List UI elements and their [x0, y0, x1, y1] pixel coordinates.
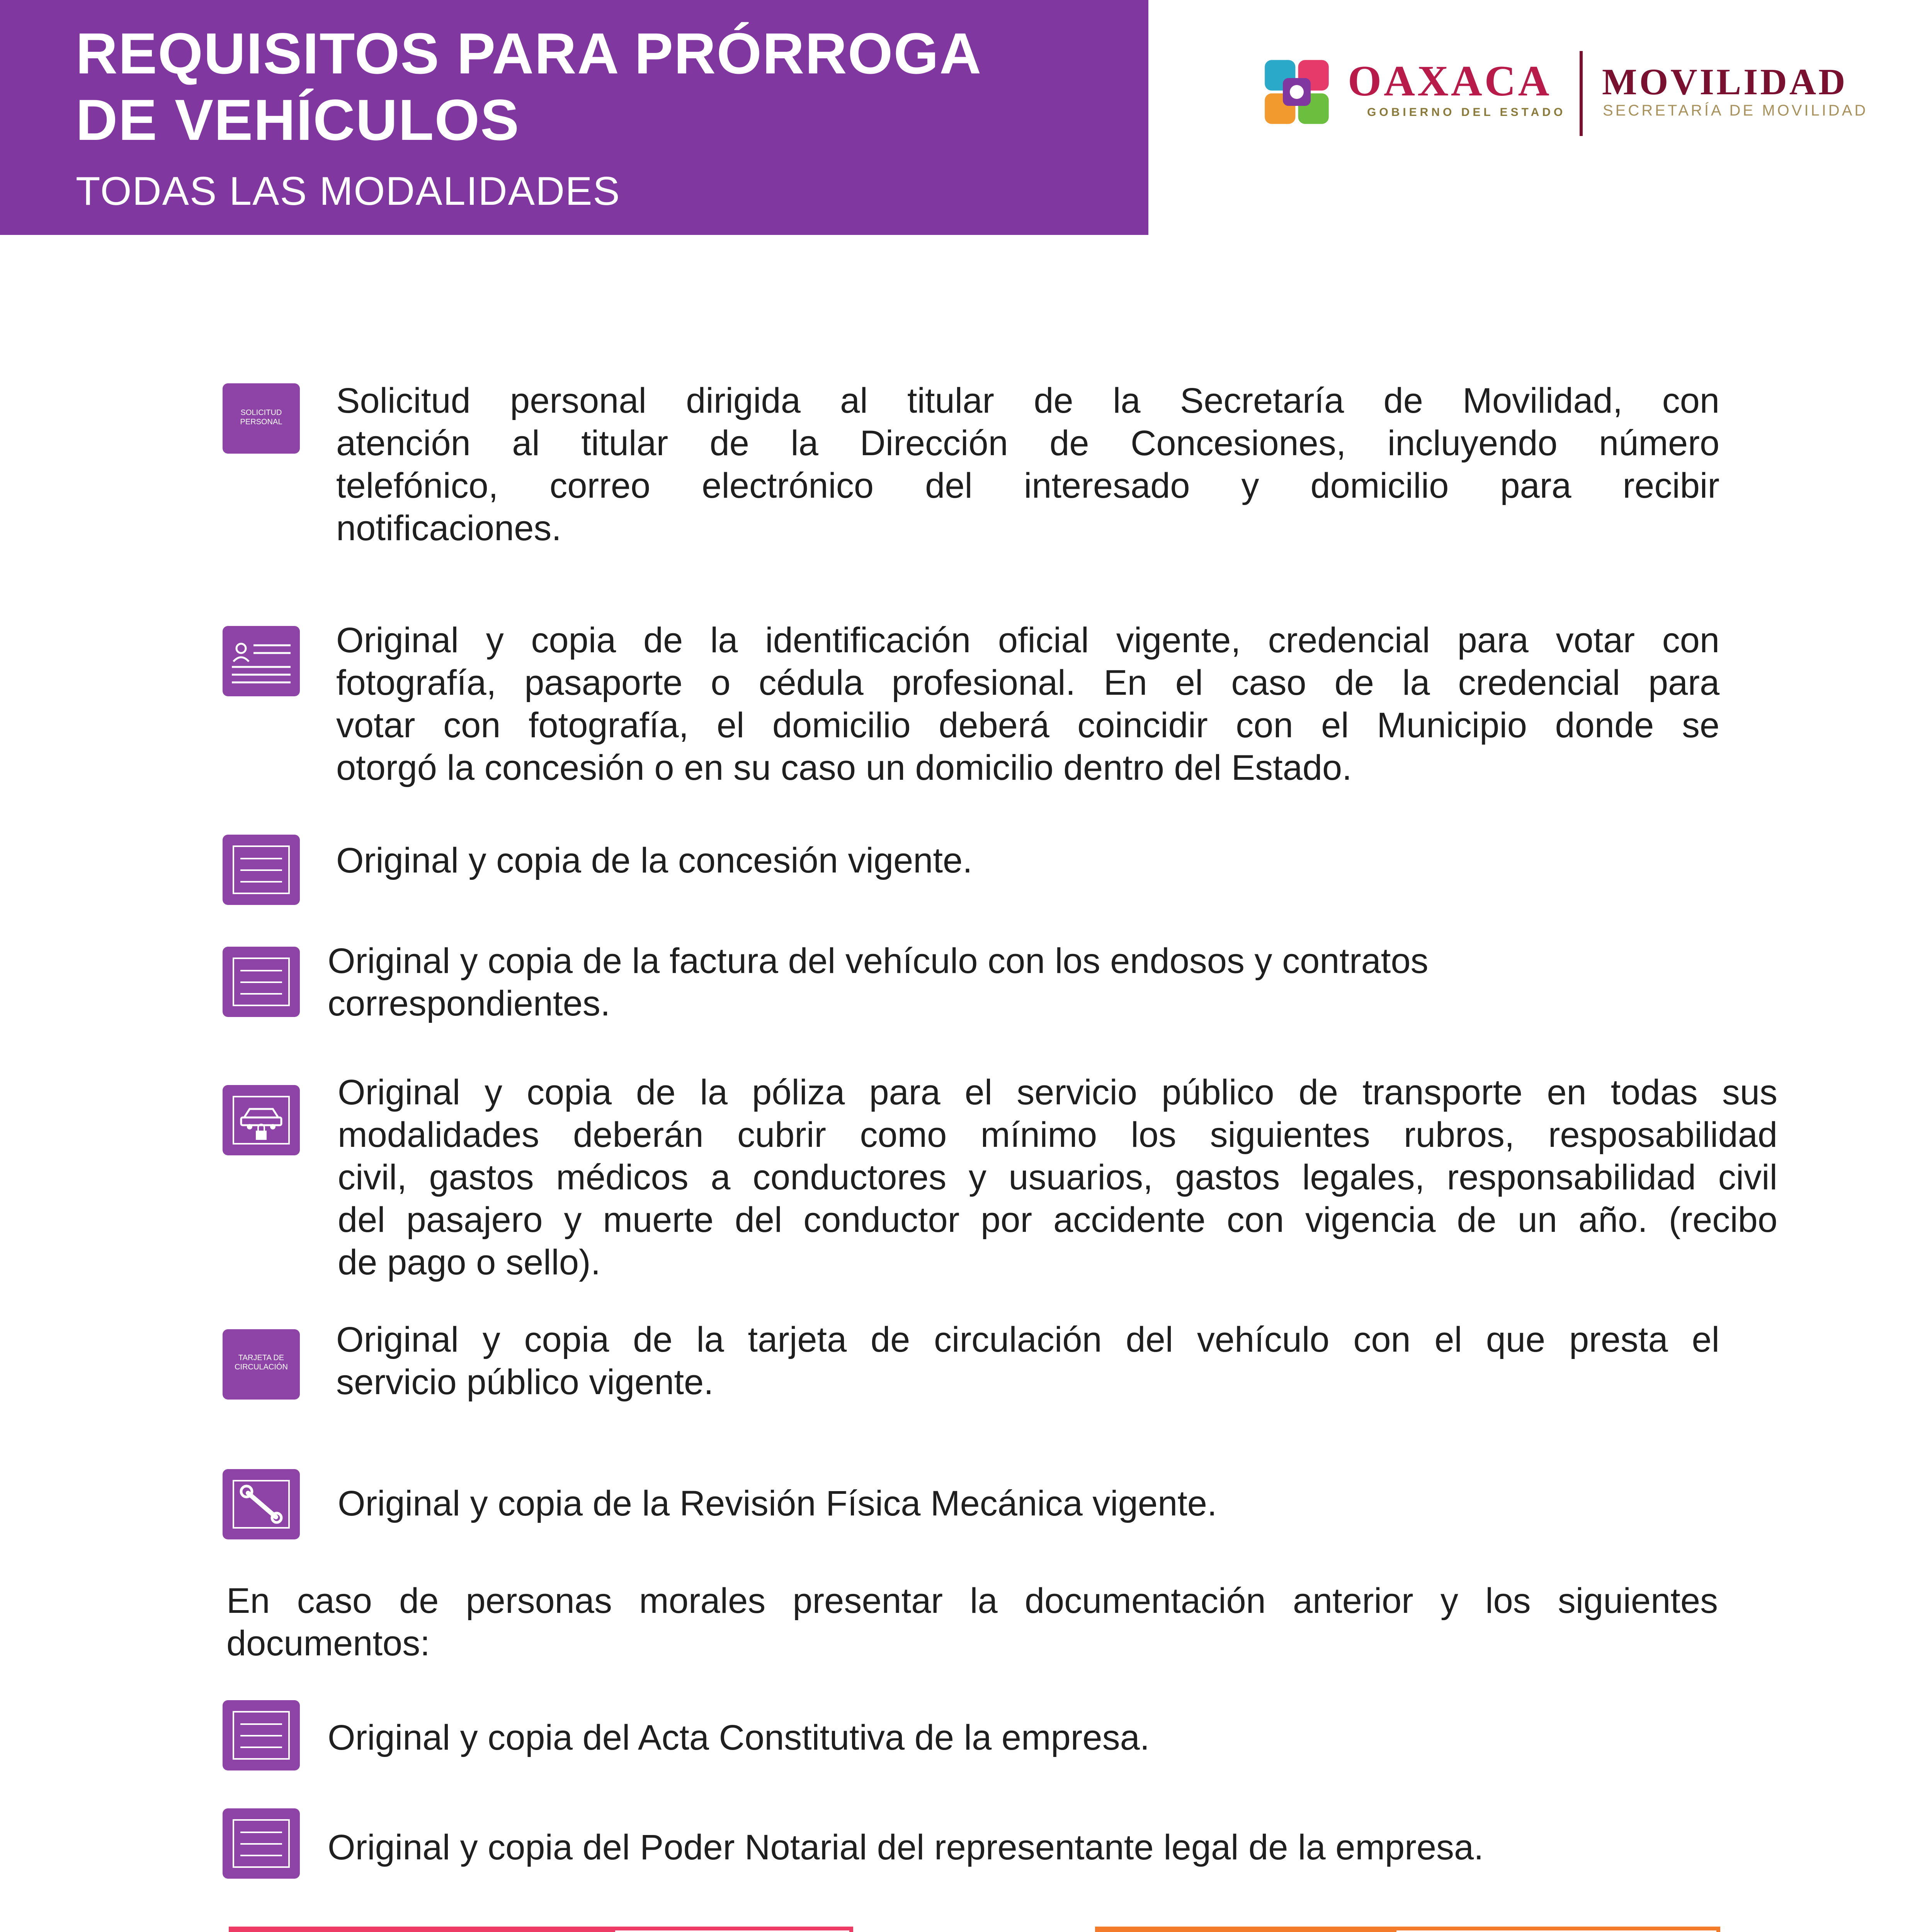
solicitud-personal-icon: [223, 383, 300, 454]
fee-box-taxi: [229, 1927, 853, 1932]
oaxaca-subtitle: GOBIERNO DEL ESTADO: [1367, 106, 1566, 119]
fee-label-taxi: [233, 1930, 615, 1932]
document-icon: [223, 947, 300, 1017]
wrench-icon: [223, 1469, 300, 1539]
document-icon: [223, 1700, 300, 1770]
page-title-line-1: REQUISITOS PARA PRÓRROGA: [76, 21, 982, 86]
icon-label: SOLICITUD: [240, 408, 282, 417]
fee-label-mototaxi: [1099, 1930, 1396, 1932]
fee-value-taxi: [615, 1930, 849, 1932]
page-title-line-2: DE VEHÍCULOS: [76, 87, 520, 152]
oaxaca-movilidad-logo: [1262, 51, 1903, 140]
page-subtitle: TODAS LAS MODALIDADES: [76, 169, 621, 214]
oaxaca-wordmark: OAXACA: [1348, 57, 1552, 105]
requirement-tarjeta-circulacion: Original y copia de la tarjeta de circulación del vehículo con el que presta el servicio público vigente.: [336, 1320, 1719, 1402]
requirement-poder-notarial: Original y copia del Poder Notarial del representante legal de la empresa.: [328, 1828, 1484, 1867]
icon-label: TARJETA DE: [238, 1354, 284, 1362]
requirement-concesion: Original y copia de la concesión vigente.: [336, 841, 973, 880]
movilidad-subtitle: SECRETARÍA DE MOVILIDAD: [1603, 102, 1868, 119]
requirement-identificacion: Original y copia de la identificación oficial vigente, credencial para votar con fotografía, pasaporte o cédula profesional. En el caso de la credencial para votar con fotografía, el domicilio deberá coincidir con el Municipio donde se otorgó la concesión o en su caso un domicilio dentro del Estado.: [336, 621, 1719, 787]
logo-divider: [1580, 51, 1583, 136]
requirement-solicitud: Solicitud personal dirigida al titular de la Secretaría de Movilidad, con atención al titular de la Dirección de Concesiones, incluyendo número telefónico, correo electrónico del interesado y domicilio para recibir notificaciones.: [336, 381, 1719, 548]
personas-morales-note: En caso de personas morales presentar la documentación anterior y los siguientes documentos:: [226, 1581, 1718, 1663]
oaxaca-emblem-icon: [1262, 57, 1332, 127]
icon-label: CIRCULACIÓN: [235, 1363, 288, 1371]
car-lock-icon: [223, 1085, 300, 1155]
requirement-poliza: Original y copia de la póliza para el servicio público de transporte en todas sus modalidades deberán cubrir como mínimo los siguientes rubros, resposabilidad civil, gastos médicos a conductores y usuarios, gastos legales, responsabilidad civil del pasajero y muerte del conductor por accidente con vigencia de un año. (recibo de pago o sello).: [338, 1073, 1777, 1282]
document-icon: [223, 835, 300, 905]
tarjeta-circulacion-icon: [223, 1329, 300, 1400]
icon-label: PERSONAL: [240, 418, 282, 426]
id-card-icon: [223, 626, 300, 696]
page-header: [0, 0, 1148, 235]
document-icon: [223, 1808, 300, 1879]
requirement-revision-mecanica: Original y copia de la Revisión Física Mecánica vigente.: [338, 1484, 1217, 1523]
fee-box-mototaxi: [1095, 1927, 1720, 1932]
requirement-acta-constitutiva: Original y copia del Acta Constitutiva de la empresa.: [328, 1718, 1150, 1757]
fee-value-mototaxi: [1396, 1930, 1716, 1932]
requirement-factura: Original y copia de la factura del vehículo con los endosos y contratos correspondientes.: [328, 941, 1429, 1023]
movilidad-wordmark: MOVILIDAD: [1602, 61, 1848, 102]
